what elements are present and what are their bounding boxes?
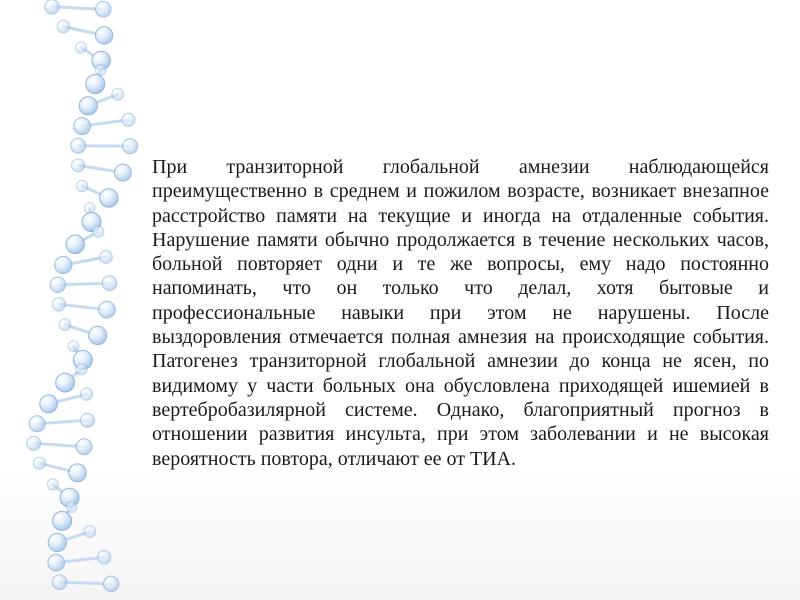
dna-bead: [56, 373, 75, 392]
dna-bead: [84, 203, 95, 214]
dna-bead: [93, 226, 104, 237]
dna-bead: [112, 88, 124, 100]
dna-bead: [68, 341, 79, 352]
dna-bead: [52, 298, 65, 311]
dna-bead: [48, 533, 66, 551]
dna-bead: [100, 251, 113, 264]
dna-bead: [53, 511, 72, 530]
dna-bead: [102, 276, 117, 291]
dna-bead: [89, 326, 107, 344]
dna-bead: [59, 319, 71, 331]
dna-bead: [69, 464, 87, 482]
dna-bead: [48, 554, 65, 571]
dna-bead: [66, 235, 85, 254]
dna-bead: [47, 479, 58, 490]
dna-bead: [122, 113, 135, 126]
dna-bead: [98, 551, 111, 564]
dna-bead: [95, 27, 112, 44]
dna-bead: [27, 436, 41, 450]
dna-helix-icon: [0, 0, 160, 600]
dna-bead: [76, 180, 88, 192]
dna-bead: [86, 75, 105, 94]
dna-bead: [96, 1, 112, 17]
dna-bead: [66, 502, 77, 513]
dna-bead: [79, 97, 97, 115]
dna-bead: [29, 416, 45, 432]
dna-beads: [27, 0, 138, 592]
dna-bead: [114, 164, 131, 181]
dna-bead: [55, 256, 72, 273]
dna-bead: [95, 65, 106, 76]
dna-bead: [50, 277, 65, 292]
dna-bead: [75, 42, 86, 53]
dna-bead: [84, 526, 96, 538]
dna-bead: [45, 0, 59, 14]
dna-bead: [52, 575, 67, 590]
dna-bead: [33, 457, 45, 469]
dna-bead: [72, 159, 85, 172]
dna-bead: [74, 118, 91, 135]
dna-bead: [104, 576, 119, 591]
dna-bead: [40, 395, 58, 413]
dna-bead: [81, 388, 93, 400]
body-text: При транзиторной глобальной амнезии наблюдающейся преимущественно в среднем и пожилом возрасте, возникает внезапное расстройство памяти на текущие и иногда на отдаленные события. Нарушение памяти обычно продолжается в течение нескольких часов, больной повторяет одни и те же вопросы, ему надо постоянно напоминать, что он только что делал, хотя бытовые и профессиональные навыки при этом не нарушены. После выздоровления отмечается полная амнезия на происходящие события. Патогенез транзиторной глобальной амнезии до конца не ясен, по видимому у части больных она обусловлена приходящей ишемией в вертебробазилярной системе. Однако, благоприятный прогноз в отношении развития инсульта, при этом заболевании и не высокая вероятность повтора, отличают ее от ТИА.: [152, 156, 769, 470]
dna-bead: [76, 439, 92, 455]
dna-bead: [80, 413, 94, 427]
dna-bead: [57, 20, 70, 33]
dna-bead: [71, 138, 86, 153]
dna-bead: [99, 301, 116, 318]
dna-bead: [76, 364, 87, 375]
dna-bead: [123, 139, 138, 154]
dna-bead: [100, 189, 118, 207]
